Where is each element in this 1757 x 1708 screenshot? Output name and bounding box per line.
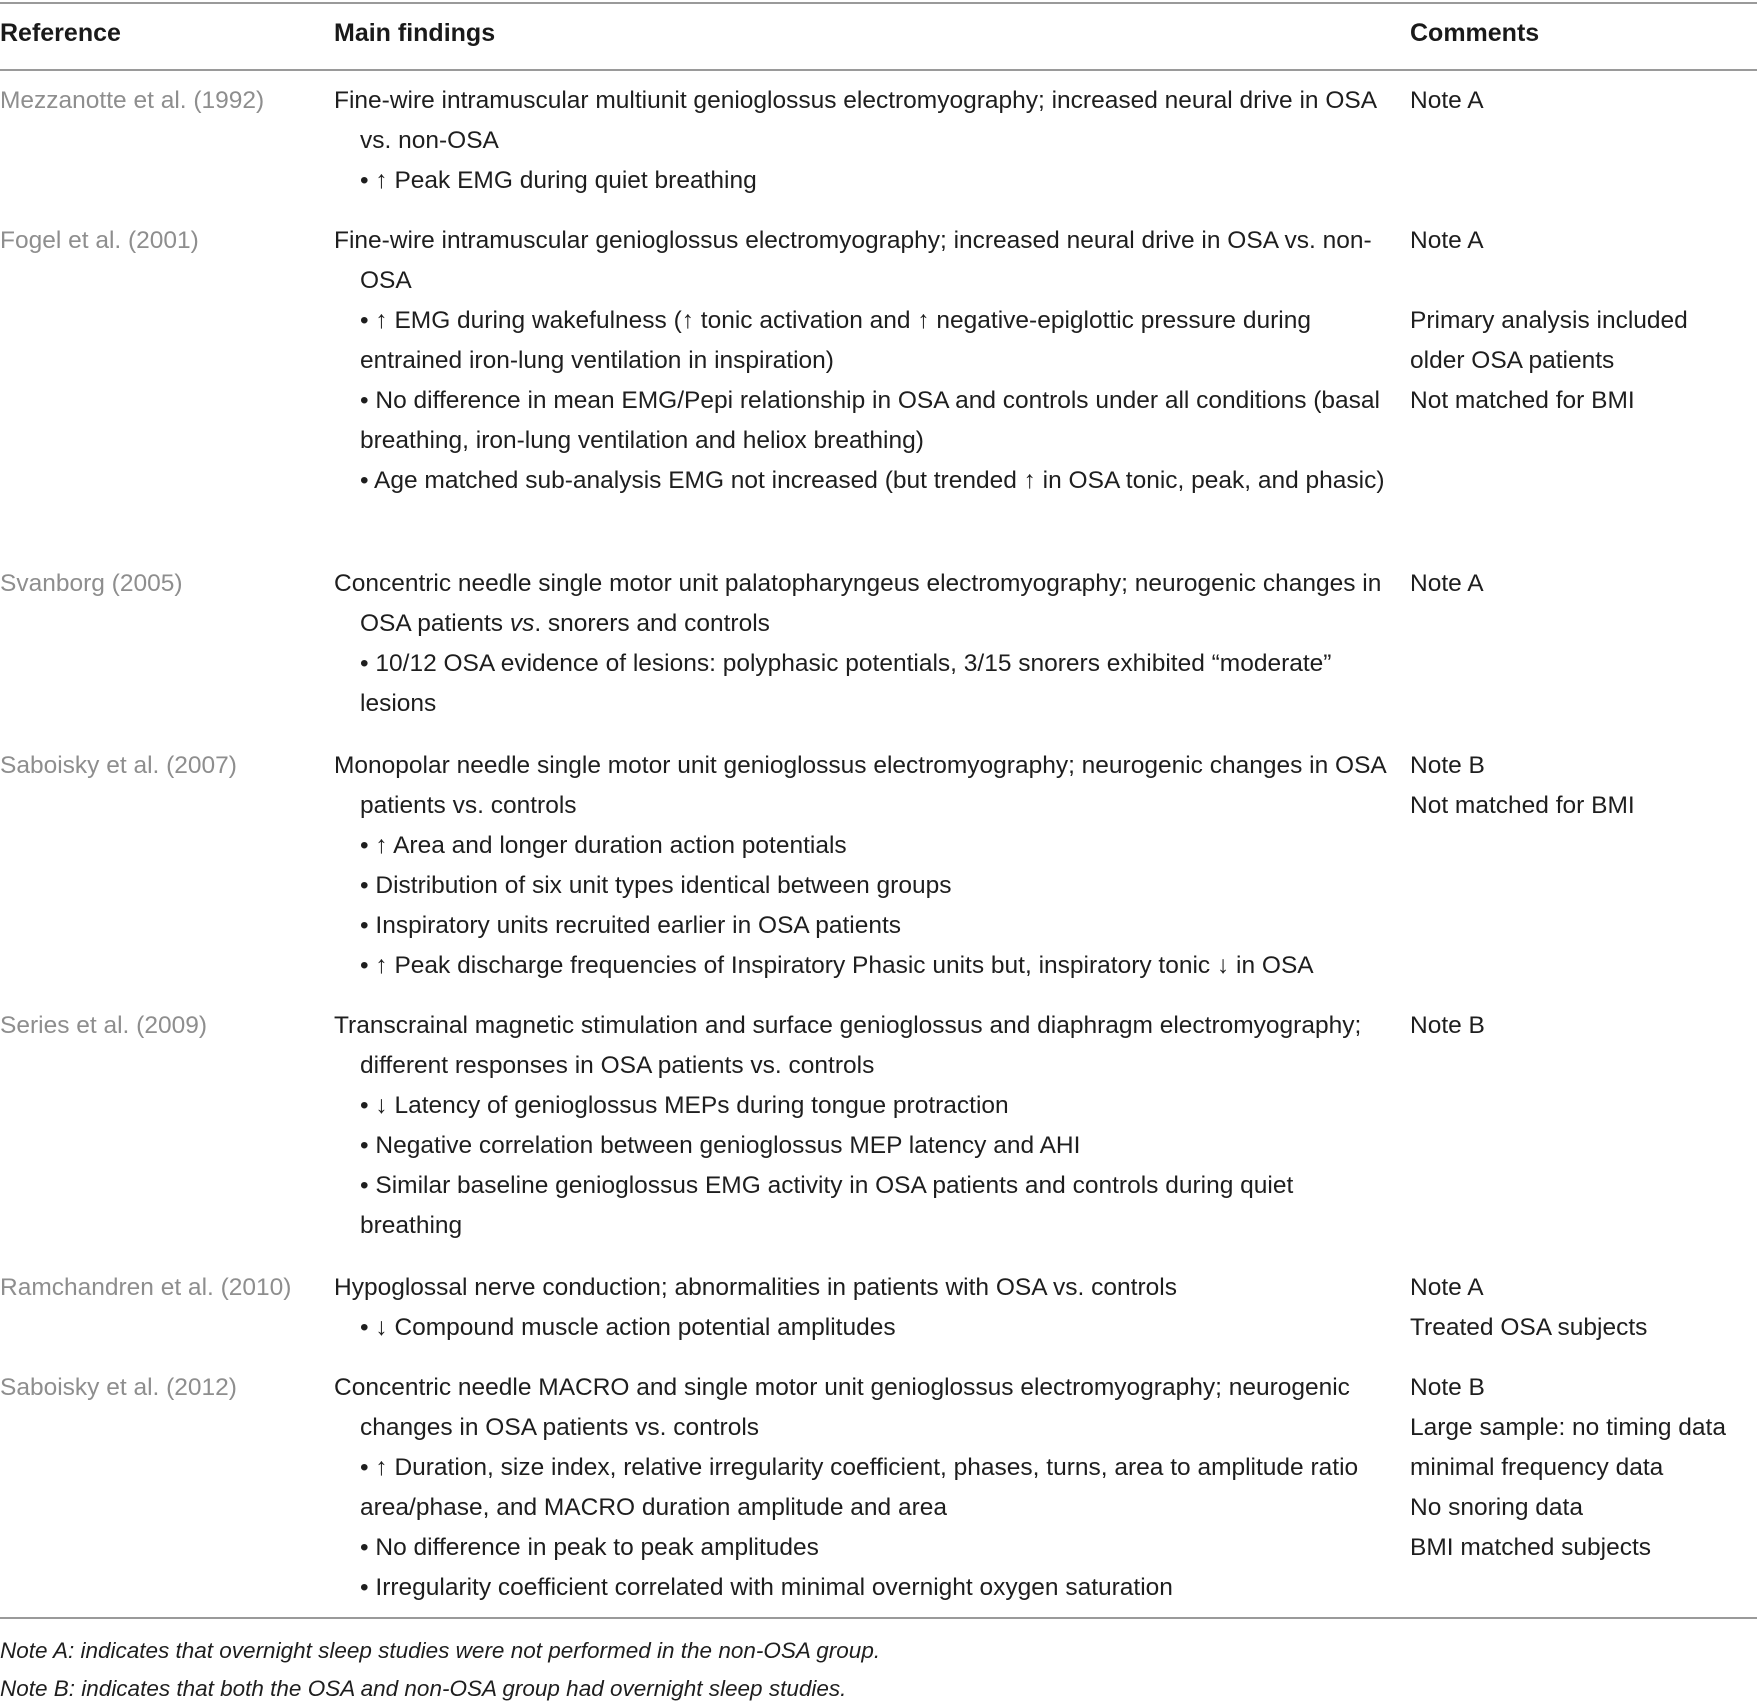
findings-bullet: • Inspiratory units recruited earlier in OSA patients [360, 912, 902, 939]
comment-line: Primary analysis included [1410, 307, 1688, 334]
comment-line: Note A [1410, 570, 1484, 597]
comment-line [1410, 261, 1755, 301]
findings-main-italic: vs [509, 610, 535, 637]
findings-cell [334, 564, 1394, 724]
findings-bullet: • ↑ Area and longer duration action potentials [360, 832, 847, 859]
header-comments: Comments [1410, 19, 1540, 47]
reference-cell: Series et al. (2009) [0, 1012, 207, 1039]
findings-bullet: • ↓ Compound muscle action potential amplitudes [360, 1314, 896, 1341]
comment-line: minimal frequency data [1410, 1454, 1664, 1481]
comment-line: Note B [1410, 1012, 1485, 1039]
note-b: Note B: indicates that both the OSA and non-OSA group had overnight sleep studies. [0, 1676, 847, 1701]
reference-cell: Saboisky et al. (2012) [0, 1374, 237, 1401]
findings-main-text: Fine-wire intramuscular multiunit genioglossus electromyography; increased neural drive in OSA vs. non-OSA [334, 87, 1376, 154]
findings-bullet: • No difference in mean EMG/Pepi relationship in OSA and controls under all conditions (basal breathing, iron-lung ventilation and heliox breathing) [360, 387, 1380, 454]
table-notes [0, 1632, 880, 1708]
comment-line: Note A [1410, 1274, 1484, 1301]
comment-line: No snoring data [1410, 1494, 1583, 1521]
comment-line: Note A [1410, 87, 1484, 114]
findings-cell [334, 1268, 1394, 1348]
findings-cell [334, 1368, 1394, 1608]
findings-cell [334, 81, 1394, 201]
findings-bullet: • ↓ Latency of genioglossus MEPs during tongue protraction [360, 1092, 1009, 1119]
findings-bullet: • Age matched sub-analysis EMG not increased (but trended ↑ in OSA tonic, peak, and phasic) [360, 467, 1385, 494]
findings-bullet: • ↑ EMG during wakefulness (↑ tonic activation and ↑ negative-epiglottic pressure during entrained iron-lung ventilation in inspiration) [360, 307, 1311, 374]
comments-cell [1410, 1006, 1755, 1046]
findings-cell [334, 221, 1394, 501]
note-a: Note A: indicates that overnight sleep studies were not performed in the non-OSA group. [0, 1638, 881, 1663]
findings-main-after: . snorers and controls [534, 610, 770, 637]
findings-bullet: • ↑ Peak discharge frequencies of Inspiratory Phasic units but, inspiratory tonic ↓ in OSA [360, 952, 1314, 979]
header-main-findings: Main findings [334, 19, 496, 47]
comments-cell [1410, 221, 1755, 421]
comment-line: older OSA patients [1410, 347, 1615, 374]
comment-line: Not matched for BMI [1410, 387, 1635, 414]
top-rule [0, 2, 1757, 4]
comment-line: Treated OSA subjects [1410, 1314, 1648, 1341]
reference-cell: Ramchandren et al. (2010) [0, 1274, 292, 1301]
findings-bullet: • ↑ Peak EMG during quiet breathing [360, 167, 757, 194]
findings-main-text: Concentric needle MACRO and single motor unit genioglossus electromyography; neurogenic changes in OSA patients vs. controls [334, 1374, 1350, 1441]
findings-bullet: • 10/12 OSA evidence of lesions: polyphasic potentials, 3/15 snorers exhibited “moderate” lesions [360, 650, 1332, 717]
comments-cell [1410, 564, 1755, 604]
findings-bullet: • No difference in peak to peak amplitudes [360, 1534, 819, 1561]
findings-main-text [334, 564, 1394, 644]
header-rule [0, 69, 1757, 71]
findings-main-text: Hypoglossal nerve conduction; abnormalities in patients with OSA vs. controls [334, 1274, 1177, 1301]
comments-cell [1410, 746, 1755, 826]
findings-main-text: Transcrainal magnetic stimulation and surface genioglossus and diaphragm electromyography; different responses in OSA patients vs. controls [334, 1012, 1362, 1079]
findings-bullet: • Irregularity coefficient correlated with minimal overnight oxygen saturation [360, 1574, 1173, 1601]
findings-main-text: Monopolar needle single motor unit genioglossus electromyography; neurogenic changes in OSA patients vs. controls [334, 752, 1386, 819]
comment-line: Large sample: no timing data [1410, 1414, 1726, 1441]
bottom-rule [0, 1617, 1757, 1619]
reference-cell: Svanborg (2005) [0, 570, 183, 597]
comment-line: Note B [1410, 1374, 1485, 1401]
findings-bullet: • Similar baseline genioglossus EMG activity in OSA patients and controls during quiet breathing [360, 1172, 1294, 1239]
findings-bullet: • Distribution of six unit types identical between groups [360, 872, 952, 899]
findings-main-text: Fine-wire intramuscular genioglossus electromyography; increased neural drive in OSA vs. non-OSA [334, 227, 1372, 294]
findings-cell [334, 746, 1394, 986]
findings-bullet: • ↑ Duration, size index, relative irregularity coefficient, phases, turns, area to amplitude ratio area/phase, and MACRO duration amplitude and area [360, 1454, 1359, 1521]
header-reference: Reference [0, 19, 121, 47]
comment-line: Not matched for BMI [1410, 792, 1635, 819]
findings-cell [334, 1006, 1394, 1246]
comment-line: Note B [1410, 752, 1485, 779]
comment-line: BMI matched subjects [1410, 1534, 1652, 1561]
comments-cell [1410, 1268, 1755, 1348]
comments-cell [1410, 81, 1755, 121]
reference-cell: Fogel et al. (2001) [0, 227, 199, 254]
comments-cell [1410, 1368, 1755, 1568]
comment-line: Note A [1410, 227, 1484, 254]
findings-bullet: • Negative correlation between genioglossus MEP latency and AHI [360, 1132, 1081, 1159]
findings-main-before: Concentric needle single motor unit palatopharyngeus electromyography; neurogenic changes in OSA patients [334, 570, 1382, 637]
reference-cell: Saboisky et al. (2007) [0, 752, 237, 779]
reference-cell: Mezzanotte et al. (1992) [0, 87, 265, 114]
